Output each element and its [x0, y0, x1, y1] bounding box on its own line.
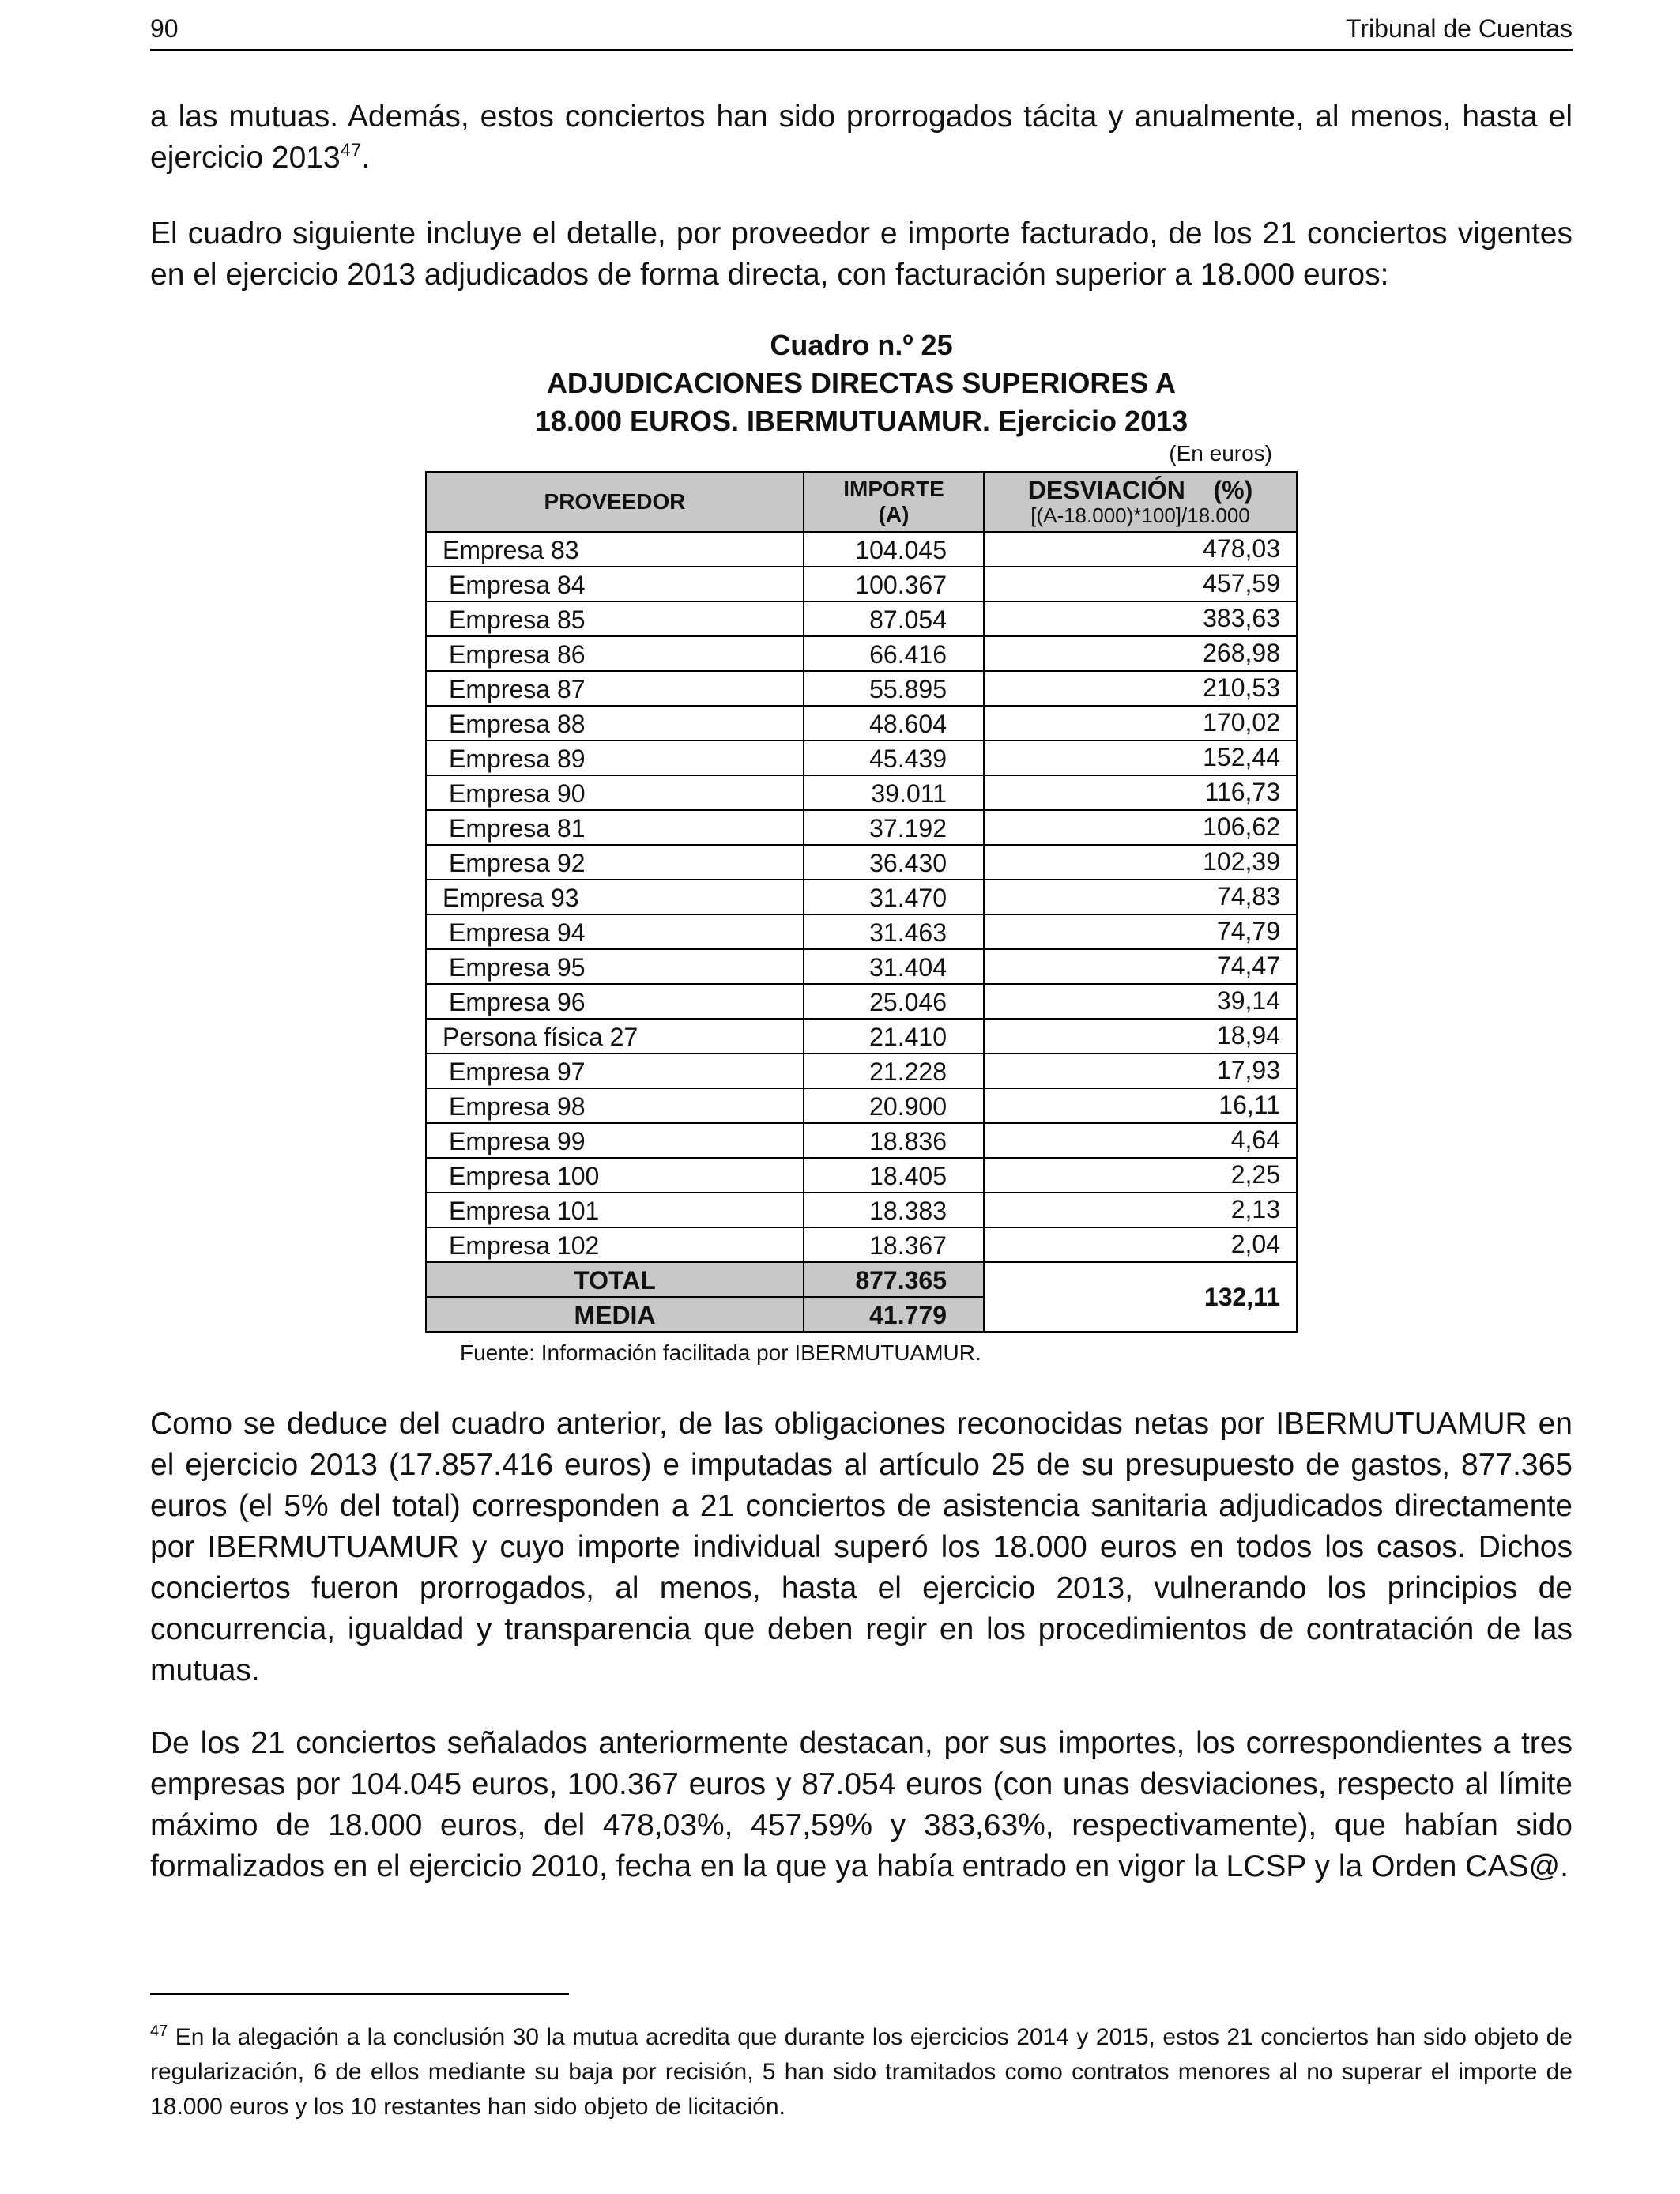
cell-importe: 18.367	[804, 1227, 984, 1262]
table-source-note: Fuente: Información facilitada por IBERMUTUAMUR.	[460, 1340, 981, 1365]
table-row	[426, 1158, 1297, 1193]
header-importe	[804, 472, 984, 532]
table-row	[426, 601, 1297, 636]
footnote-47	[150, 2020, 1573, 2124]
page-header-title: Tribunal de Cuentas	[1346, 14, 1573, 43]
cell-proveedor: Empresa 100	[426, 1158, 804, 1193]
cell-importe: 39.011	[804, 775, 984, 810]
cell-desviacion: 74,83	[984, 880, 1297, 914]
footnote-rule	[150, 1993, 569, 1995]
cell-importe: 87.054	[804, 601, 984, 636]
total-row	[426, 1262, 1297, 1297]
cell-proveedor: Empresa 99	[426, 1123, 804, 1158]
paragraph-1-text: a las mutuas. Además, estos conciertos han sido prorrogados tácita y anualmente, al menos, hasta el ejercicio 2013	[150, 100, 1573, 175]
cell-importe: 104.045	[804, 532, 984, 567]
table-row	[426, 636, 1297, 671]
header-rule	[150, 49, 1573, 51]
header-importe-line1: IMPORTE	[843, 477, 944, 501]
cell-importe: 66.416	[804, 636, 984, 671]
cell-proveedor: Persona física 27	[426, 1019, 804, 1054]
cell-proveedor: Empresa 102	[426, 1227, 804, 1262]
cell-desviacion: 457,59	[984, 567, 1297, 601]
cell-desviacion: 152,44	[984, 741, 1297, 775]
cell-desviacion: 102,39	[984, 845, 1297, 880]
cell-desviacion: 478,03	[984, 532, 1297, 567]
table-row	[426, 1019, 1297, 1054]
table-units-note: (En euros)	[1169, 441, 1272, 466]
cell-proveedor: Empresa 81	[426, 810, 804, 845]
cell-desviacion: 16,11	[984, 1088, 1297, 1123]
cell-importe: 100.367	[804, 567, 984, 601]
header-desviacion-label: DESVIACIÓN (%)	[1027, 476, 1253, 504]
paragraph-1-end: .	[361, 141, 371, 175]
cell-proveedor: Empresa 84	[426, 567, 804, 601]
cell-importe: 55.895	[804, 671, 984, 706]
cell-proveedor: Empresa 95	[426, 949, 804, 984]
table-caption: Cuadro n.º 25	[770, 329, 953, 361]
page-number: 90	[150, 14, 179, 43]
cell-proveedor: Empresa 98	[426, 1088, 804, 1123]
paragraph-3: Como se deduce del cuadro anterior, de las obligaciones reconocidas netas por IBERMUTUAMUR en el ejercicio 2013 (17.857.416 euros) e imputadas al artículo 25 de su presupuesto de gastos, 877.365 euros (el 5% del total) corresponden a 21 conciertos de asistencia sanitaria adjudicados directamente por IBERMUTUAMUR y cuyo importe individual superó los 18.000 euros en todos los casos. Dichos conciertos fueron prorrogados, al menos, hasta el ejercicio 2013, vulnerando los principios de concurrencia, igualdad y transparencia que deben regir en los procedimientos de contratación de las mutuas.	[150, 1407, 1573, 1687]
media-desviacion: 132,11	[984, 1262, 1297, 1332]
cell-proveedor: Empresa 101	[426, 1193, 804, 1227]
cell-proveedor: Empresa 94	[426, 914, 804, 949]
cell-desviacion: 383,63	[984, 601, 1297, 636]
table-title-line-2: 18.000 EUROS. IBERMUTUAMUR. Ejercicio 2013	[534, 405, 1188, 437]
footnote-text: En la alegación a la conclusión 30 la mutua acredita que durante los ejercicios 2014 y 2015, estos 21 conciertos han sido objeto de regularización, 6 de ellos mediante su baja por recisión, 5 han sido tramitados como contratos menores al no superar el importe de 18.000 euros y los 10 restantes han sido objeto de licitación.	[150, 2024, 1573, 2120]
cell-importe: 18.383	[804, 1193, 984, 1227]
cell-proveedor: Empresa 88	[426, 706, 804, 741]
cell-desviacion: 74,79	[984, 914, 1297, 949]
table-row	[426, 706, 1297, 741]
cell-desviacion: 17,93	[984, 1054, 1297, 1088]
total-value: 877.365	[804, 1262, 984, 1297]
footnote-ref-47[interactable]: 47	[340, 140, 362, 161]
cell-importe: 37.192	[804, 810, 984, 845]
table-header-row	[426, 472, 1297, 532]
cell-desviacion: 210,53	[984, 671, 1297, 706]
table-row	[426, 984, 1297, 1019]
header-desviacion	[984, 472, 1297, 532]
media-value: 41.779	[804, 1297, 984, 1332]
cell-proveedor: Empresa 93	[426, 880, 804, 914]
cell-desviacion: 2,13	[984, 1193, 1297, 1227]
paragraph-4: De los 21 conciertos señalados anteriormente destacan, por sus importes, los correspondientes a tres empresas por 104.045 euros, 100.367 euros y 87.054 euros (con unas desviaciones, respecto al límite máximo de 18.000 euros, del 478,03%, 457,59% y 383,63%, respectivamente), que habían sido formalizados en el ejercicio 2010, fecha en la que ya había entrado en vigor la LCSP y la Orden CAS@.	[150, 1726, 1573, 1883]
cell-importe: 18.405	[804, 1158, 984, 1193]
footnote-number: 47	[150, 2022, 168, 2040]
cell-importe: 45.439	[804, 741, 984, 775]
table-row	[426, 949, 1297, 984]
cell-proveedor: Empresa 85	[426, 601, 804, 636]
table-row	[426, 567, 1297, 601]
header-desviacion-formula: [(A-18.000)*100]/18.000	[1030, 503, 1250, 527]
table-row	[426, 1227, 1297, 1262]
cell-desviacion: 116,73	[984, 775, 1297, 810]
cell-importe: 31.404	[804, 949, 984, 984]
cell-importe: 36.430	[804, 845, 984, 880]
paragraph-2: El cuadro siguiente incluye el detalle, por proveedor e importe facturado, de los 21 conciertos vigentes en el ejercicio 2013 adjudicados de forma directa, con facturación superior a 18.000 euros:	[150, 217, 1573, 292]
table-row	[426, 671, 1297, 706]
table-row	[426, 775, 1297, 810]
table-title-line-1: ADJUDICACIONES DIRECTAS SUPERIORES A	[546, 367, 1177, 399]
table-row	[426, 1193, 1297, 1227]
cell-proveedor: Empresa 89	[426, 741, 804, 775]
table-row	[426, 1123, 1297, 1158]
cell-desviacion: 170,02	[984, 706, 1297, 741]
cell-desviacion: 39,14	[984, 984, 1297, 1019]
cell-desviacion: 106,62	[984, 810, 1297, 845]
table-row	[426, 1054, 1297, 1088]
cell-importe: 48.604	[804, 706, 984, 741]
cell-proveedor: Empresa 92	[426, 845, 804, 880]
adjudicaciones-table	[425, 471, 1298, 1333]
cell-desviacion: 2,04	[984, 1227, 1297, 1262]
table-row	[426, 880, 1297, 914]
media-label: MEDIA	[426, 1297, 804, 1332]
table-row	[426, 845, 1297, 880]
cell-importe: 21.410	[804, 1019, 984, 1054]
cell-importe: 31.463	[804, 914, 984, 949]
cell-importe: 21.228	[804, 1054, 984, 1088]
header-importe-line2: (A)	[878, 502, 910, 526]
cell-desviacion: 4,64	[984, 1123, 1297, 1158]
table-row	[426, 810, 1297, 845]
total-label: TOTAL	[426, 1262, 804, 1297]
table-row	[426, 532, 1297, 567]
cell-proveedor: Empresa 87	[426, 671, 804, 706]
table-row	[426, 741, 1297, 775]
table-row	[426, 1088, 1297, 1123]
cell-desviacion: 2,25	[984, 1158, 1297, 1193]
cell-importe: 20.900	[804, 1088, 984, 1123]
cell-desviacion: 268,98	[984, 636, 1297, 671]
table-row	[426, 914, 1297, 949]
cell-proveedor: Empresa 96	[426, 984, 804, 1019]
cell-proveedor: Empresa 83	[426, 532, 804, 567]
cell-proveedor: Empresa 97	[426, 1054, 804, 1088]
cell-proveedor: Empresa 86	[426, 636, 804, 671]
cell-importe: 18.836	[804, 1123, 984, 1158]
paragraph-1	[150, 96, 1573, 179]
cell-proveedor: Empresa 90	[426, 775, 804, 810]
cell-importe: 25.046	[804, 984, 984, 1019]
cell-importe: 31.470	[804, 880, 984, 914]
cell-desviacion: 18,94	[984, 1019, 1297, 1054]
cell-desviacion: 74,47	[984, 949, 1297, 984]
header-proveedor: PROVEEDOR	[426, 472, 804, 532]
